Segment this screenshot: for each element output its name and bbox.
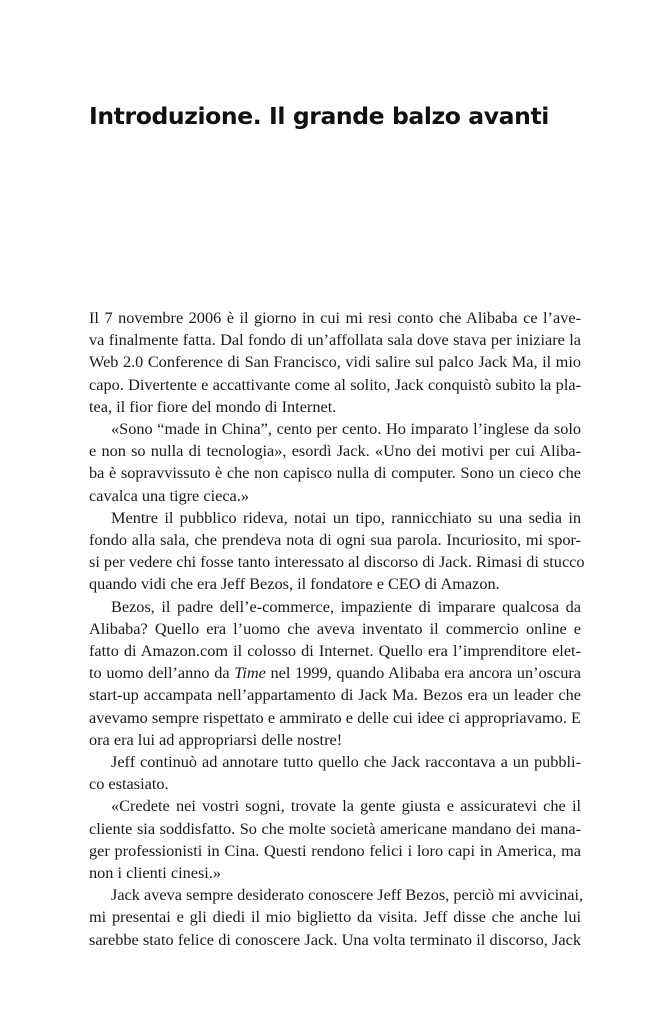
text-line: Il 7 novembre 2006 è il giorno in cui mi resi conto che Alibaba ce l’ave-	[89, 308, 581, 327]
text-line: start-up accampata nell’appartamento di Jack Ma. Bezos era un leader che	[89, 685, 581, 705]
text-line: non i clienti cinesi.»	[89, 863, 222, 883]
text-line: ora era lui ad appropriarsi delle nostre!	[89, 729, 343, 749]
paragraph	[89, 596, 581, 751]
paragraph	[89, 418, 581, 507]
text-line: Mentre il pubblico rideva, notai un tipo, rannicchiato su una sedia in	[111, 507, 581, 527]
text-line: Jeff continuò ad annotare tutto quello che Jack raccontava a un pubbli-	[111, 752, 581, 772]
text-line: ger professionisti in Cina. Questi rendono felici i loro capi in America, ma	[89, 840, 581, 860]
text-line: e non so nulla di tecnologia», esordì Jack. «Uno dei motivi per cui Aliba-	[89, 441, 581, 461]
text-line: mi presentai e gli diedi il mio biglietto da visita. Jeff disse che anche lui	[89, 907, 581, 927]
paragraph	[89, 507, 585, 596]
paragraph	[89, 795, 581, 884]
text-line: quando vidi che era Jeff Bezos, il fondatore e CEO di Amazon.	[89, 574, 500, 594]
paragraph	[89, 751, 581, 795]
text-line: sarebbe stato felice di conoscere Jack. Una volta terminato il discorso, Jack	[89, 929, 581, 949]
text-line: cliente sia soddisfatto. So che molte società americane mandano dei mana-	[89, 818, 581, 838]
text-line: Jack aveva sempre desiderato conoscere Jeff Bezos, perciò mi avvicinai,	[111, 885, 584, 905]
text-line: si per vedere chi fosse tanto interessato al discorso di Jack. Rimasi di stucco	[89, 552, 585, 572]
text-line	[89, 662, 581, 684]
text-line: Web 2.0 Conference di San Francisco, vidi salire sul palco Jack Ma, il mio	[89, 352, 581, 372]
text-line: Alibaba? Quello era l’uomo che aveva inventato il commercio online e	[89, 618, 581, 638]
italic-title: Time	[234, 663, 266, 683]
text-line: «Sono “made in China”, cento per cento. Ho imparato l’inglese da solo	[111, 419, 581, 439]
text-line: capo. Divertente e accattivante come al solito, Jack conquistò subito la pla-	[89, 374, 581, 394]
chapter-title: Introduzione. Il grande balzo avanti	[89, 102, 549, 130]
text-line: ba è sopravvissuto è che non capisco nulla di computer. Sono un cieco che	[89, 463, 581, 483]
text-fragment: nel 1999, quando Alibaba era ancora un’oscura	[265, 663, 581, 683]
text-line: fatto di Amazon.com il colosso di Internet. Quello era l’imprenditore elet-	[89, 641, 581, 661]
text-line: va finalmente fatta. Dal fondo di un’affollata sala dove stava per iniziare la	[89, 330, 581, 350]
paragraph	[89, 884, 584, 951]
chapter-body	[89, 307, 585, 951]
text-fragment: to uomo dell’anno da	[89, 663, 235, 683]
text-line: co estasiato.	[89, 774, 169, 794]
text-line: avevamo sempre rispettato e ammirato e delle cui idee ci appropriavamo. E	[89, 707, 581, 727]
text-line: «Credete nei vostri sogni, trovate la gente giusta e assicuratevi che il	[111, 796, 581, 816]
text-line: Bezos, il padre dell’e-commerce, impaziente di imparare qualcosa da	[111, 596, 581, 616]
text-line: tea, il fior fiore del mondo di Internet.	[89, 396, 337, 416]
text-line: cavalca una tigre cieca.»	[89, 485, 249, 505]
text-line: fondo alla sala, che prendeva nota di ogni sua parola. Incuriosito, mi spor-	[89, 530, 581, 550]
paragraph	[89, 307, 581, 418]
